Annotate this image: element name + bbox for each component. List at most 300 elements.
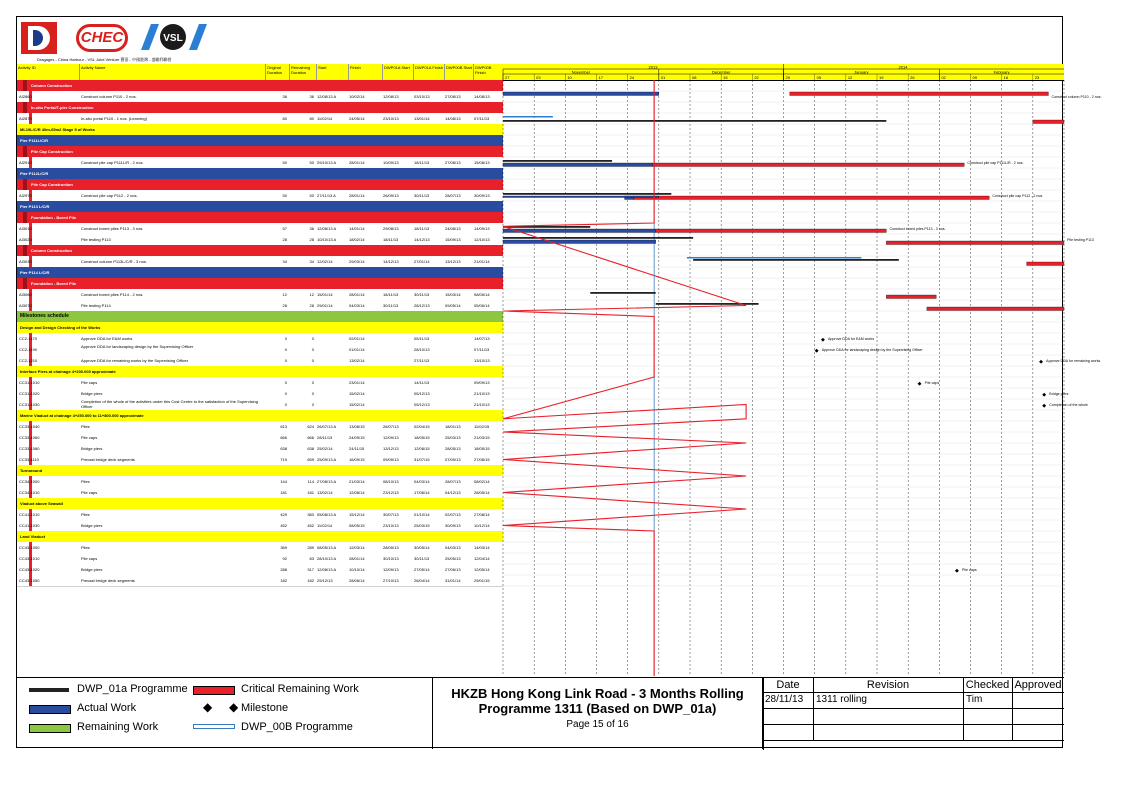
band-label: Pier P114 L/C/R [20,270,50,275]
cell-od: 0 [284,336,287,341]
week-label: 17 [598,75,603,80]
cell-id: CC43-1000 [19,545,40,550]
week-label: 09 [972,75,977,80]
gantt-chart [503,80,1102,676]
cell-name: Pile caps [81,435,98,440]
week-label: 08 [692,75,697,80]
cell-rd: 50 [309,160,314,165]
cell-bs: 25/03/13 [445,435,461,440]
cell-af: 28/12/13 [414,303,430,308]
cell-id: CC2-1170 [19,336,37,341]
jv-caption: Dragages - China Harbour - VSL Joint Venture 寶嘉 - 中國港灣 - 盛勵利聯營 [37,57,172,62]
cell-bf: 10/12/14 [474,523,490,528]
cell-rd: 659 [307,457,314,462]
col-activity-name: Activity Name [79,64,265,80]
band-marker [23,179,27,190]
page-number: Page 15 of 16 [566,719,629,730]
cell-af: 14/11/13 [414,380,430,385]
cell-fi: 24/05/14 [349,116,365,121]
cell-bf: 12/05/14 [474,567,490,572]
cell-fi: 28/01/14 [349,193,365,198]
timeline-header [503,64,1064,81]
schedule-sheet [16,16,1102,748]
cell-rd: 317 [307,567,314,572]
milestone-diamond: ◆ [955,568,959,574]
cell-as: 23/10/13 [383,116,399,121]
cell-st: 05/08/13 A [317,512,337,517]
rev-date: 28/11/13 [765,694,804,705]
cell-st: 25/02/14 [317,446,333,451]
cell-fi: 15/12/14 [349,512,365,517]
bar-label: Construct pile cap P111L/R - 2 nos. [967,161,1024,165]
cell-as: 18/11/13 [383,237,399,242]
milestone-label: Bridge piers [1049,392,1069,396]
rev-header-revision: Revision [866,679,910,691]
cell-rd: 624 [307,424,314,429]
cell-id: CC2-1210 [19,358,38,363]
section-band[interactable] [17,179,503,190]
cell-as: 23/12/13 [383,490,399,495]
cell-as [383,388,412,399]
cell-fi: 14/01/14 [349,226,365,231]
dragages-logo [21,22,57,54]
rev-checked: Tim [966,694,983,705]
cell-name: Construct column P113L/C/R - 3 nos. [81,259,147,264]
week-label: 10 [567,75,572,80]
cell-rd: 638 [307,446,314,451]
section-band[interactable] [17,311,503,322]
gantt-bar [503,92,659,96]
section-band[interactable] [17,102,503,113]
cell-bs [445,333,472,344]
cell-name: Completion of the whole of the activities under this Cost Centre to the satisfaction of the Supervising Officer [81,399,258,409]
cell-bs [445,377,472,388]
rev-header-date: Date [776,679,800,691]
cell-bf: 21/01/14 [474,259,490,264]
cell-st [317,355,347,366]
legend-actual-swatch [29,705,71,714]
rev-header-checked: Checked [965,679,1010,691]
cell-od: 34 [282,259,287,264]
milestone-diamond: ◆ [1042,392,1047,398]
band-label: In-situ Portal/T-pier Construction [31,105,94,110]
cell-fi: 24/11/15 [349,446,365,451]
bar-label: Construct column P110 - 2 nos. [1051,95,1102,99]
cell-as: 12/09/13 [383,435,399,440]
cell-as: 12/08/13 [383,94,399,99]
section-band[interactable] [17,212,503,223]
cell-af: 05/12/13 [414,402,430,407]
cell-rd: 181 [307,490,314,495]
cell-fi: 01/01/14 [349,347,365,352]
cell-rd: 666 [307,435,314,440]
legend-remaining: Remaining Work [77,721,159,733]
cell-as [383,377,412,388]
cell-name: Pile caps [81,490,98,495]
cell-od: 28 [282,303,287,308]
cell-af: 05/11/13 [414,336,430,341]
cell-bs: 13/12/13 [445,259,461,264]
band-marker [23,212,27,223]
cell-name: Bridge piers [81,446,103,451]
cell-af: 30/11/13 [414,556,430,561]
gantt-bar [503,229,656,233]
milestone-diamond: ◆ [917,381,922,387]
cell-as [383,333,412,344]
cell-fi: 28/06/14 [349,578,365,583]
cell-bf: 15/08/13 [474,160,490,165]
cell-rd: 182 [307,578,314,583]
cell-name: Approve DDA for landscaping design by the Supervising Officer [81,344,194,349]
cell-od: 80 [282,116,287,121]
cell-name: Construct column P110 - 2 nos. [81,94,137,99]
cell-fi: 29/03/14 [349,259,365,264]
cell-od: 666 [280,435,287,440]
legend-remaining-swatch [29,724,71,733]
cell-id: CC33-1110 [19,457,39,462]
col-start: Start [316,64,348,80]
cell-bs: 02/07/13 [445,512,461,517]
section-band[interactable] [17,80,503,91]
gantt-bar [503,240,656,244]
cell-st: 29/10/13 A [317,160,337,165]
cell-as [383,399,412,410]
cell-st [317,388,347,399]
cell-name: Approve DDA for E&M works [81,336,133,341]
cell-bs [445,355,472,366]
cell-as: 30/10/13 [383,556,399,561]
cell-as: 13/12/13 [383,446,399,451]
cell-od: 638 [280,446,287,451]
week-label: 26 [910,75,915,80]
band-marker [23,278,27,289]
cell-fi: 28/01/14 [349,556,365,561]
cell-fi: 28/01/14 [349,160,365,165]
bar-label: Pile testing P113 [1067,238,1094,242]
gantt-bar [503,237,693,239]
band-label: Foundation - Bored Pile [31,215,77,220]
cell-od: 0 [284,391,287,396]
band-label: Foundation - Bored Pile [31,281,77,286]
logo-bar [21,20,221,62]
bar-label: Construct pile cap P112 - 2 nos. [992,194,1044,198]
cell-od: 12 [282,292,287,297]
cell-bs: 15/09/13 [445,237,461,242]
gantt-bar [503,116,553,118]
cell-bs: 28/07/13 [445,479,461,484]
cell-as: 08/10/13 [383,479,399,484]
band-label: Turnaround [20,468,43,473]
cell-id: CC43-1050 [19,578,40,583]
milestone-diamond: ◆ [1042,403,1047,409]
milestone-label: Pile caps [962,568,977,572]
week-label: 05 [816,75,822,80]
cell-st: 27/08/13 A [317,479,337,484]
week-label: 22 [754,75,759,80]
cell-as: 30/11/13 [383,303,399,308]
band-label: Design and Design Checking of the Works [20,325,101,330]
cell-bf: 28/05/14 [474,490,490,495]
legend-actual: Actual Work [77,702,137,714]
cell-af: 27/01/14 [414,259,430,264]
cell-rd: 0 [311,391,314,396]
cell-fi: 10/10/14 [349,567,365,572]
col-original-duration: Original Duration [265,64,289,80]
section-band[interactable] [17,267,503,278]
legend-critical-swatch [193,686,235,695]
section-band[interactable] [17,124,503,135]
section-band[interactable] [17,146,503,157]
section-band[interactable] [17,498,503,509]
band-label: Pile Cap Construction [31,182,73,187]
band-label: Pile Cap Construction [31,149,73,154]
cell-bs: 09/05/14 [445,303,461,308]
cell-name: Piles [81,424,90,429]
week-label: 15 [723,75,728,80]
revision-table [763,677,1064,750]
cell-bs: 07/09/13 [445,457,461,462]
week-label: 24 [629,75,635,80]
cell-af: 02/04/15 [414,424,430,429]
rev-header-approved: Approved [1014,679,1062,691]
section-band[interactable] [17,531,503,542]
cell-fi: 21/03/14 [349,479,365,484]
gantt-bar [656,229,887,233]
cell-as: 28/05/13 [383,545,399,550]
band-label: Pier P113 L/C/R [20,204,50,209]
cell-od: 369 [280,545,287,550]
cell-rd: 12 [309,292,314,297]
cell-name: Precast bridge deck segments [81,457,135,462]
cell-bs: 30/09/13 [445,523,461,528]
cell-name: Construct bored piles P114 - 2 nos. [81,292,144,297]
cell-rd: 50 [309,193,314,198]
section-band[interactable] [17,322,503,333]
cell-id: AI3010 [19,226,32,231]
cell-rd: 34 [309,259,314,264]
cell-st: 10/10/13 A [317,237,337,242]
cell-bf: 12/04/14 [474,556,490,561]
legend-milestone: Milestone [241,702,289,714]
cell-af: 27/05/14 [414,567,430,572]
cell-bs [445,388,472,399]
milestone-label: Approve DDA for E&M works [828,337,875,341]
cell-od: 452 [280,523,287,528]
cell-fi: 28/01/14 [349,292,365,297]
cell-st: 11/02/14 [317,116,333,121]
section-band[interactable] [17,245,503,256]
cell-id: AI2870 [19,116,32,121]
cell-id: CC43-1010 [19,556,40,561]
section-band[interactable] [17,168,503,179]
band-label: Pier P112L/C/R [20,171,49,176]
month-label: December [711,69,731,75]
cell-af: 17/06/14 [414,490,430,495]
cell-bf: 27/08/15 [474,457,490,462]
cell-af: 01/10/14 [414,512,430,517]
cell-rd: 452 [307,523,314,528]
week-label: 23 [1034,75,1040,80]
gantt-bar [886,241,1064,245]
cell-name: Precast bridge deck segments [81,578,135,583]
week-label: 02 [941,75,946,80]
rev-revision: 1311 rolling [816,694,867,705]
cell-od: 144 [280,479,287,484]
cell-fi: 08/05/15 [349,523,365,528]
gantt-bar [503,193,671,195]
cell-af: 12/08/15 [414,446,430,451]
cell-name: Construct bored piles P113 - 3 nos. [81,226,144,231]
cell-rd: 383 [307,512,314,517]
cell-st: 12/08/13 A [317,226,337,231]
week-label: 16 [1003,75,1009,80]
col-dwp00b-start: DWP00B Start [444,64,473,80]
cell-bf: 08/02/14 [474,479,490,484]
cell-fi: 10/02/14 [349,94,365,99]
milestone-label: Approve DDA for landscaping design by the Supervising Officer [821,348,923,352]
cell-rd: 36 [309,226,314,231]
legend-programme: DWP_01a Programme [77,683,188,695]
cell-name: Piles [81,512,90,517]
cell-name: Bridge piers [81,523,103,528]
cell-name: In-situ portal P110 - 1 nos. (Learning) [81,116,147,121]
col-finish: Finish [348,64,382,80]
gantt-bar [590,292,655,294]
vsl-logo [139,22,207,52]
cell-af: 03/10/13 [414,94,430,99]
cell-rd: 0 [311,380,314,385]
cell-id: CC33-1040 [19,424,40,429]
cell-bf: 07/11/13 [474,116,490,121]
cell-id: AI2910 [19,160,32,165]
week-label: 01 [660,75,666,80]
section-band[interactable] [17,201,503,212]
cell-st [317,377,347,388]
cell-af: 05/12/13 [414,391,430,396]
cell-af: 18/05/15 [414,435,430,440]
cell-id: CC31-1010 [19,380,40,385]
cell-rd: 28 [309,303,314,308]
cell-st [317,333,347,344]
legend-baseline: DWP_00B Programme [241,721,353,733]
band-label: Land Viaduct [20,534,46,539]
cell-rd: 0 [311,402,314,407]
col-remaining-duration: Remaining Duration [289,64,316,80]
cell-af: 27/11/13 [414,358,430,363]
cell-as [383,355,412,366]
week-label: 29 [785,75,790,80]
band-marker [23,102,27,113]
cell-fi: 12/08/14 [349,490,365,495]
cell-od: 50 [282,193,287,198]
cell-bf: 07/11/13 [474,347,490,352]
cell-id: CC41-1010 [19,512,40,517]
gantt-bar [687,257,862,259]
cell-bf: 21/10/13 [474,402,490,407]
legend-programme-swatch [29,688,69,692]
milestone-diamond-icon-alt: ◆ [229,700,239,714]
cell-af: 30/11/13 [414,292,430,297]
cell-name: Pile caps [81,380,98,385]
cell-fi: 13/02/14 [349,358,365,363]
cell-af: 14/12/13 [414,237,430,242]
cell-bs: 27/06/13 [445,567,461,572]
cell-fi: 23/01/14 [349,380,365,385]
cell-as: 12/09/13 [383,567,399,572]
cell-as: 26/09/13 [383,193,399,198]
cell-fi: 04/03/14 [349,303,365,308]
cell-as: 29/08/13 [383,226,399,231]
cell-bs: 31/01/14 [445,578,461,583]
gantt-bar [1033,120,1064,124]
cell-fi: 24/09/15 [349,435,365,440]
cell-st: 28/11/13 [317,435,333,440]
cell-id: AI2970 [19,193,32,198]
cell-st: 27/11/13 A [317,193,336,198]
gantt-bar [693,259,899,261]
section-band[interactable] [17,366,503,377]
legend-baseline-swatch [193,724,235,729]
section-band[interactable] [17,465,503,476]
cell-od: 429 [280,512,287,517]
cell-id: AI2860 [19,94,32,99]
band-marker [23,245,27,256]
cell-af: 04/03/14 [414,479,430,484]
cell-af: 25/03/15 [414,523,430,528]
title-block [433,677,763,749]
bar-label: Construct bored piles P113 - 3 nos. [889,227,946,231]
section-band[interactable] [17,278,503,289]
band-label: Viaduct above Seawall [20,501,63,506]
cell-st: 29/01/14 [317,303,333,308]
month-label: February [993,69,1010,75]
year-label: 2014 [898,64,908,70]
section-band[interactable] [17,135,503,146]
table-row[interactable] [17,575,503,587]
cell-af: 30/11/13 [414,193,430,198]
cell-bf: 11/02/15 [474,424,490,429]
cell-st [317,344,347,355]
milestone-diamond-icon: ◆ [203,700,213,714]
section-band[interactable] [17,410,503,421]
cell-st: 15/01/14 [317,292,333,297]
cell-id: CC2-1190 [19,347,37,352]
cell-rd: 36 [309,94,314,99]
cell-rd: 80 [309,116,314,121]
svg-text:VSL: VSL [163,33,183,44]
cell-af: 31/07/15 [414,457,430,462]
cell-bf: 21/03/15 [474,435,490,440]
milestone-diamond: ◆ [821,337,825,343]
cell-fi: 02/01/14 [349,336,365,341]
cell-id: CC43-1020 [19,567,40,572]
milestone-diamond: ◆ [814,348,819,354]
cell-bf: 08/05/14 [474,292,490,297]
gantt-bar [927,307,1064,311]
cell-id: CC31-1030 [19,402,40,407]
cell-rd: 114 [307,479,314,484]
gantt-bar [503,120,886,122]
cell-id: AI3030 [19,259,32,264]
cell-fi: 13/08/15 [349,424,365,429]
band-label: Marine Viaduct at chainage 4+250.000 to 11+800.000 approximate [20,413,144,418]
cell-bf: 05/06/14 [474,303,490,308]
col-dwp01a-finish: DWP01A Finish [413,64,444,80]
cell-fi: 18/02/14 [349,237,365,242]
col-dwp01a-start: DWP01A Start [382,64,413,80]
cell-od: 0 [284,402,287,407]
band-marker [23,80,27,91]
